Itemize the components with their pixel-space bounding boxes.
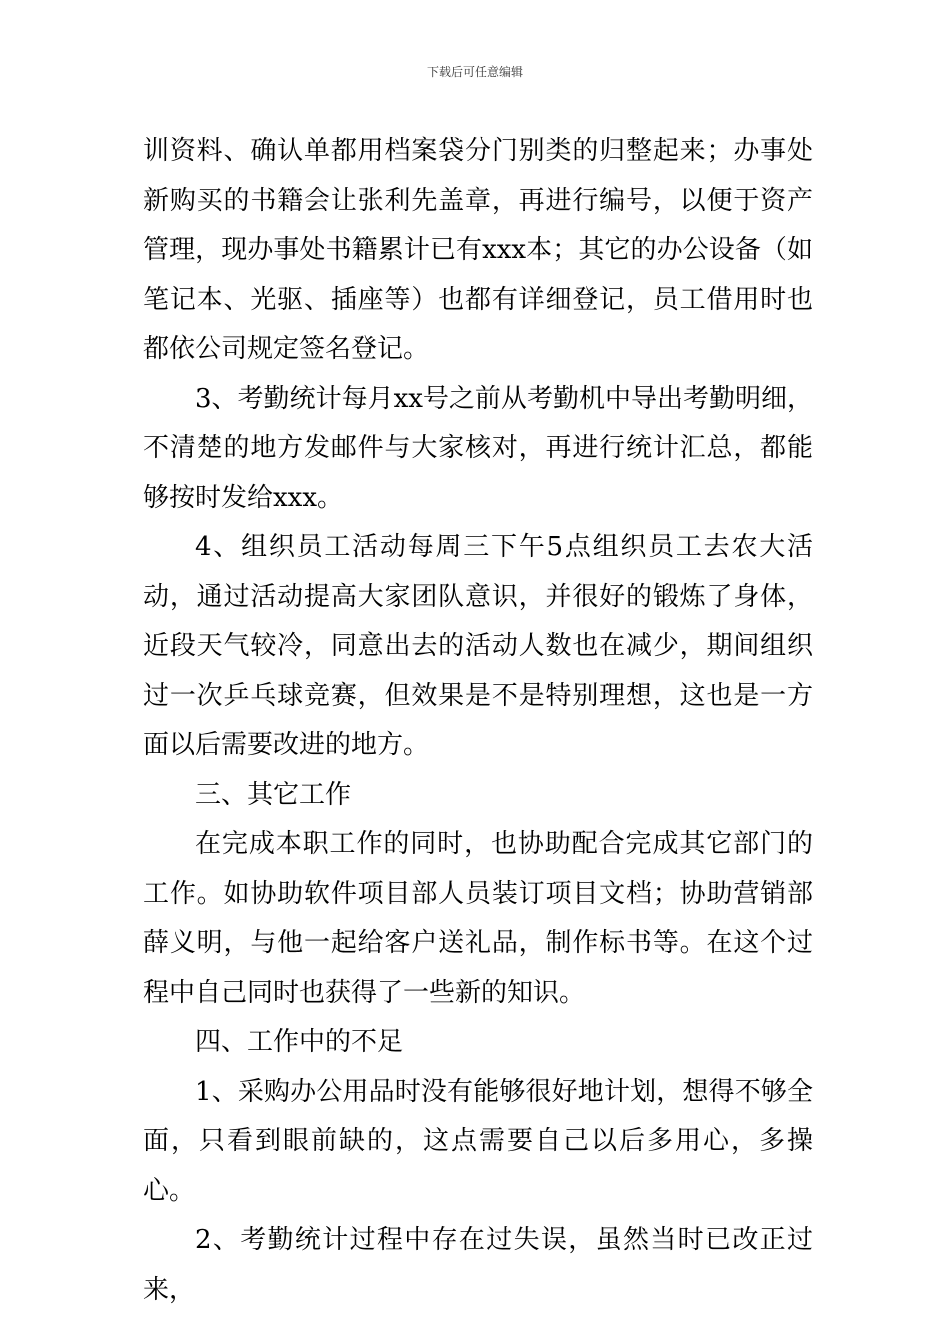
paragraph-other-work: 在完成本职工作的同时，也协助配合完成其它部门的工作。如协助软件项目部人员装订项目文档；协助营销部薛义明，与他一起给客户送礼品，制作标书等。在这个过程中自己同时也获得了一些新的知识。 bbox=[143, 829, 813, 1008]
paragraph-shortcoming-2: 2、考勤统计过程中存在过失误，虽然当时已改正过来， bbox=[143, 1225, 813, 1305]
paragraph-records: 训资料、确认单都用档案袋分门别类的归整起来；办事处新购买的书籍会让张利先盖章，再进行编号，以便于资产管理，现办事处书籍累计已有xxx本；其它的办公设备（如笔记本、光驱、插座等）也都有详细登记，员工借用时也都依公司规定签名登记。 bbox=[143, 136, 813, 364]
section-heading-other-work: 三、其它工作 bbox=[195, 779, 352, 810]
paragraph-activities: 4、组织员工活动每周三下午5点组织员工去农大活动，通过活动提高大家团队意识，并很好的锻炼了身体，近段天气较冷，同意出去的活动人数也在减少，期间组织过一次乒乓球竞赛，但效果是不是特别理想，这也是一方面以后需要改进的地方。 bbox=[143, 532, 813, 760]
paragraph-shortcoming-1: 1、采购办公用品时没有能够很好地计划，想得不够全面，只看到眼前缺的，这点需要自己以后多用心，多操心。 bbox=[143, 1076, 813, 1206]
page-header: 下载后可任意编辑 bbox=[426, 65, 523, 79]
paragraph-attendance: 3、考勤统计每月xx号之前从考勤机中导出考勤明细，不清楚的地方发邮件与大家核对，再进行统计汇总，都能够按时发给xxx。 bbox=[143, 383, 813, 513]
document-body bbox=[143, 127, 813, 1315]
section-heading-shortcomings: 四、工作中的不足 bbox=[195, 1027, 404, 1057]
